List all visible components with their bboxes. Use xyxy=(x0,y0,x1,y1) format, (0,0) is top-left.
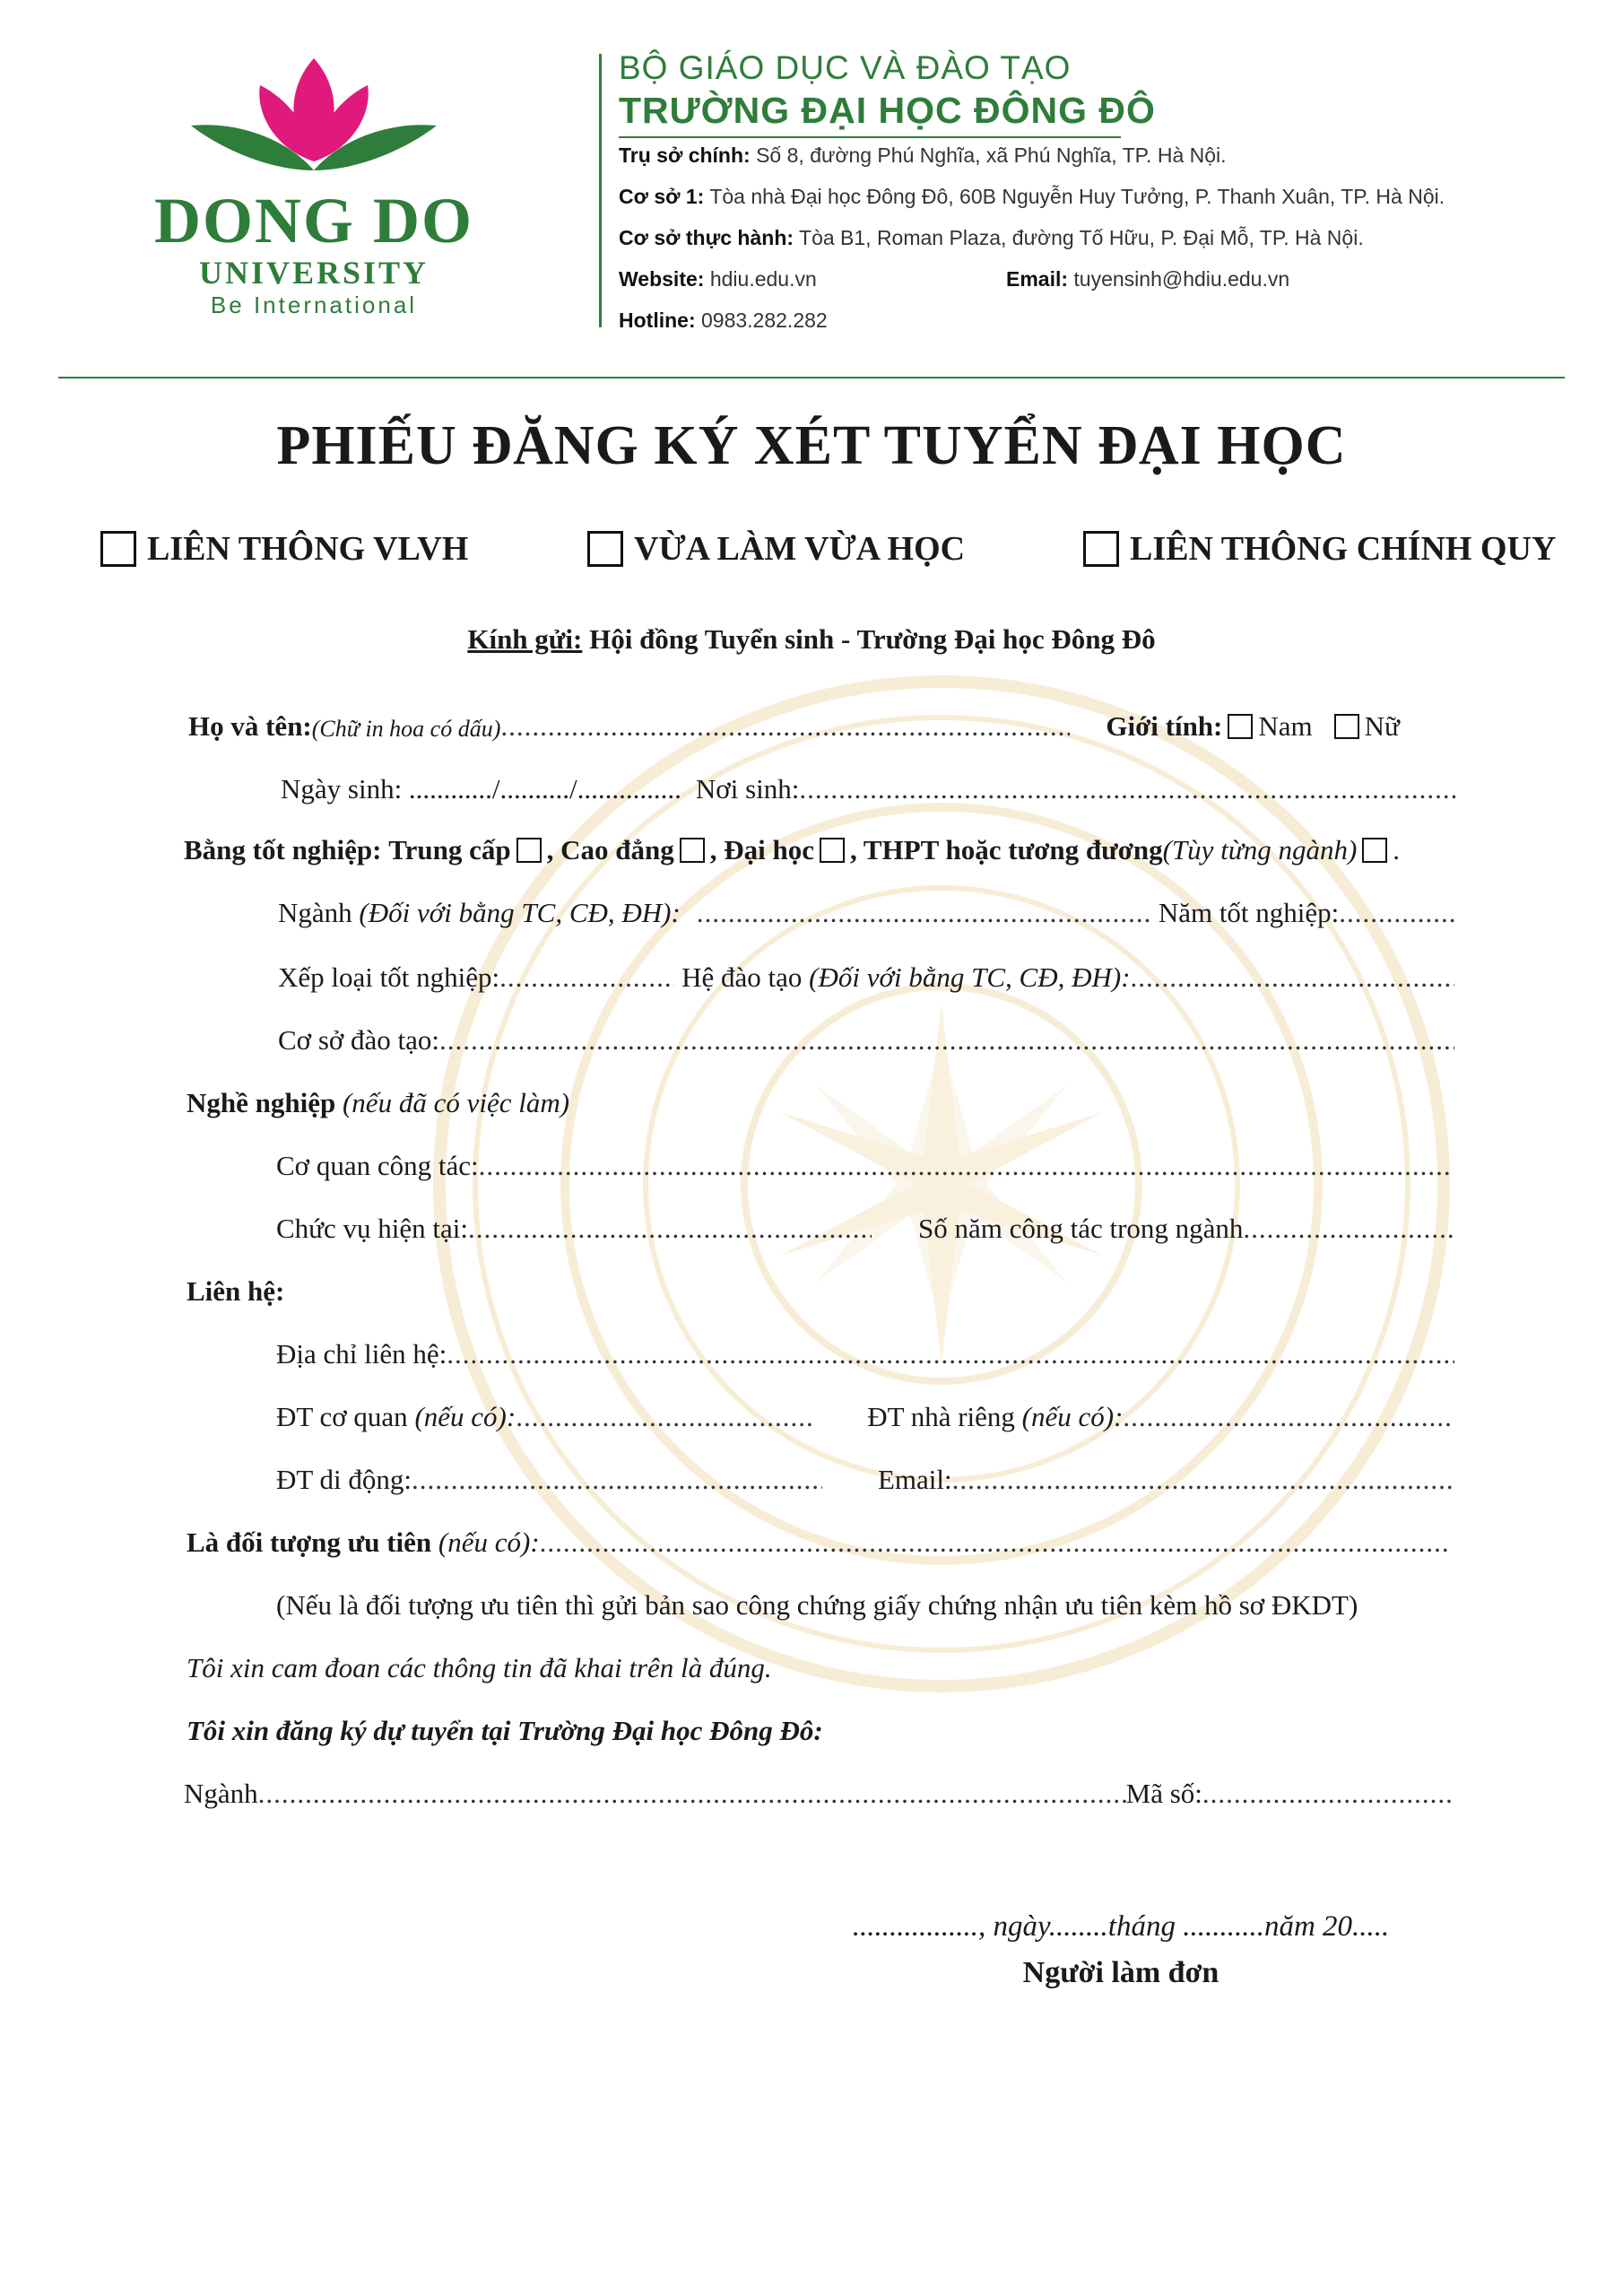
contact-row: Liên hệ: xyxy=(187,1275,285,1307)
grad-year-field[interactable] xyxy=(1339,897,1454,929)
signer-label: Người làm đơn xyxy=(1022,1956,1219,1989)
campus1-address: Cơ sở 1: Tòa nhà Đại học Đông Đô, 60B Nguyễn Huy Tưởng, P. Thanh Xuân, TP. Hà Nội. xyxy=(619,185,1445,208)
recipient-line: Kính gửi: Hội đồng Tuyển sinh - Trường Đại học Đông Đô xyxy=(467,623,1156,655)
mobile-row: ĐT di động: ..... Email: ..... xyxy=(276,1464,1454,1496)
ministry-name: BỘ GIÁO DỤC VÀ ĐÀO TẠO xyxy=(619,49,1072,86)
position-field[interactable] xyxy=(468,1213,872,1245)
hq-address: Trụ sở chính: Số 8, đường Phú Nghĩa, xã Phú Nghĩa, TP. Hà Nội. xyxy=(619,144,1227,167)
years-field[interactable] xyxy=(1243,1213,1454,1245)
form-title: PHIẾU ĐĂNG KÝ XÉT TUYỂN ĐẠI HỌC xyxy=(276,415,1347,476)
major-row: Ngành (Đối với bằng TC, CĐ, ĐH): ..... Năm tốt nghiệp: ..... xyxy=(278,897,1454,929)
dob-row: Ngày sinh: ............/........../............... Nơi sinh: ..... xyxy=(281,773,1455,805)
register-major-field[interactable] xyxy=(258,1778,1126,1810)
code-field[interactable] xyxy=(1202,1778,1455,1810)
university-logo xyxy=(135,49,493,327)
priority-field[interactable] xyxy=(540,1526,1451,1559)
institution-field[interactable] xyxy=(439,1024,1454,1057)
office-phone-field[interactable] xyxy=(516,1401,812,1433)
option-lien-thong-chinh-quy[interactable]: LIÊN THÔNG CHÍNH QUY xyxy=(1083,529,1556,569)
phone-row: ĐT cơ quan (nếu có): ..... ĐT nhà riêng (nếu có): ..... xyxy=(276,1401,1454,1433)
date-line[interactable]: ................., ngày........tháng ...........năm 20..... xyxy=(852,1910,1390,1943)
mobile-field[interactable] xyxy=(412,1464,822,1496)
degree-cd-checkbox[interactable] xyxy=(680,838,705,863)
position-row: Chức vụ hiện tại: ..... Số năm công tác trong ngành ..... xyxy=(276,1213,1454,1245)
signature-area xyxy=(807,1910,1435,1990)
email-info: Email: tuyensinh@hdiu.edu.vn xyxy=(1006,267,1290,291)
university-underline xyxy=(619,136,1121,138)
hotline-info: Hotline: 0983.282.282 xyxy=(619,309,828,332)
priority-row: Là đối tượng ưu tiên (nếu có): ..... xyxy=(187,1526,1451,1559)
program-checkbox[interactable] xyxy=(587,531,623,567)
option-vua-lam-vua-hoc[interactable]: VỪA LÀM VỪA HỌC xyxy=(587,529,965,569)
grad-rank-row: Xếp loại tốt nghiệp: ..... Hệ đào tạo (Đối với bằng TC, CĐ, ĐH): ..... xyxy=(278,961,1454,994)
degree-tc-checkbox[interactable] xyxy=(516,838,542,863)
commitment-text: Tôi xin cam đoan các thông tin đã khai trên là đúng. xyxy=(187,1652,772,1683)
gender-male-checkbox[interactable] xyxy=(1228,714,1253,739)
major-field[interactable] xyxy=(697,897,1150,929)
degree-row: Bằng tốt nghiệp: Trung cấp , Cao đẳng , Đại học , THPT hoặc tương đương (Tùy từng ngành) . xyxy=(184,834,1401,865)
option-lien-thong-vlvh[interactable]: LIÊN THÔNG VLVH xyxy=(100,529,468,569)
brand-name: DONG DO xyxy=(154,185,473,257)
brand-subtitle: UNIVERSITY xyxy=(198,255,430,291)
workplace-row: Cơ quan công tác: ..... xyxy=(276,1150,1453,1182)
address-field[interactable] xyxy=(447,1338,1454,1370)
degree-dh-checkbox[interactable] xyxy=(820,838,845,863)
program-checkbox[interactable] xyxy=(100,531,136,567)
occupation-row: Nghề nghiệp (nếu đã có việc làm) xyxy=(187,1087,570,1118)
institution-row: Cơ sở đào tạo: ..... xyxy=(278,1024,1454,1057)
home-phone-field[interactable] xyxy=(1123,1401,1454,1433)
priority-note: (Nếu là đối tượng ưu tiên thì gửi bản sao công chứng giấy chứng nhận ưu tiên kèm hồ sơ ĐKDT) xyxy=(276,1589,1358,1621)
email-field[interactable] xyxy=(952,1464,1454,1496)
brand-tagline: Be International xyxy=(210,291,418,318)
gender-female-checkbox[interactable] xyxy=(1334,714,1359,739)
fullname-field[interactable] xyxy=(500,710,1070,743)
workplace-field[interactable] xyxy=(479,1150,1453,1182)
register-major-row: Ngành ..... Mã số: ..... xyxy=(184,1778,1455,1810)
practice-address: Cơ sở thực hành: Tòa B1, Roman Plaza, đường Tố Hữu, P. Đại Mỗ, TP. Hà Nội. xyxy=(619,226,1364,249)
grad-rank-field[interactable] xyxy=(499,961,674,994)
program-checkbox[interactable] xyxy=(1083,531,1119,567)
university-name: TRƯỜNG ĐẠI HỌC ĐÔNG ĐÔ xyxy=(619,90,1156,131)
dob-field[interactable]: Ngày sinh: ............/........../............... xyxy=(281,773,681,804)
website-info: Website: hdiu.edu.vn xyxy=(619,267,817,291)
header-rule xyxy=(58,377,1565,378)
pob-field[interactable] xyxy=(799,773,1455,805)
lotus-logo-icon xyxy=(184,49,444,184)
training-type-field[interactable] xyxy=(1131,961,1454,994)
register-heading: Tôi xin đăng ký dự tuyển tại Trường Đại học Đông Đô: xyxy=(187,1715,823,1746)
fullname-row: Họ và tên: (Chữ in hoa có dấu) ..... Giới tính: Nam Nữ xyxy=(188,710,1453,743)
degree-thpt-checkbox[interactable] xyxy=(1362,838,1387,863)
address-row: Địa chỉ liên hệ: ..... xyxy=(276,1338,1454,1370)
header-divider xyxy=(599,54,602,327)
